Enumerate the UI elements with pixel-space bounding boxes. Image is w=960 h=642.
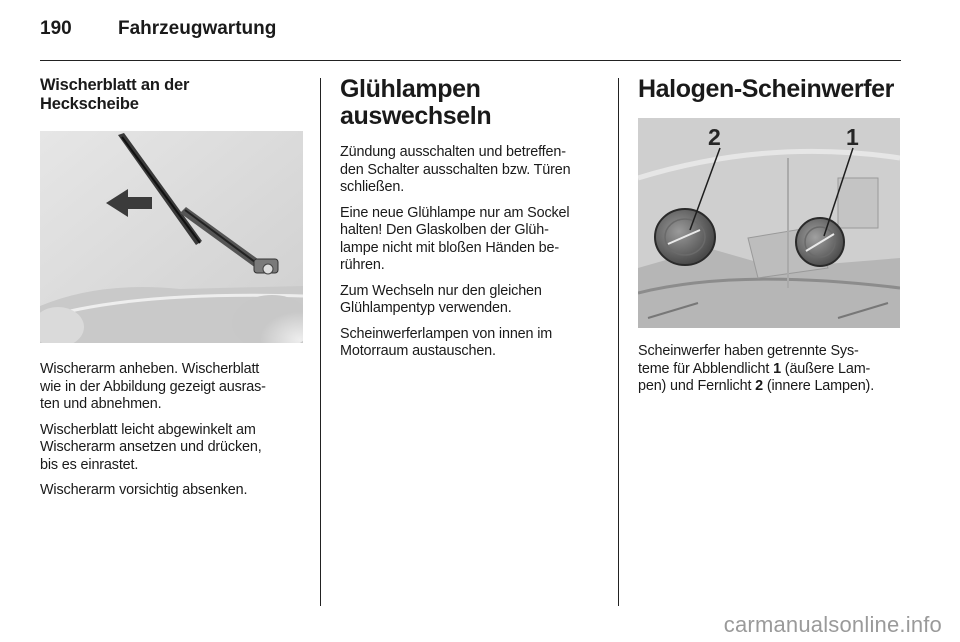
chapter-title: Fahrzeugwartung [118,18,277,39]
text-line: Wischerarm anheben. Wischerblatt [40,361,260,377]
text-line: ten und abnehmen. [40,396,162,412]
wiper-illustration [40,131,303,343]
text-segment: pen) und Fernlicht [638,378,756,394]
section-heading-bulbs [340,76,606,130]
heading-line: Wischerblatt an der [40,76,190,94]
text-line: Zum Wechseln nur den gleichen [340,282,542,299]
paragraph [40,422,304,475]
paragraph [340,144,606,197]
column-halogen-headlamp [638,76,902,404]
text-line: Wischerarm ansetzen und drücken, [40,439,262,455]
column-divider-1 [320,78,321,606]
text-line: bis es einrastet. [40,456,139,473]
callout-label-2: 2 [708,124,721,150]
paragraph [340,326,606,361]
text-line: lampe nicht mit bloßen Händen be- [340,239,560,256]
text-line: Motorraum austauschen. [340,343,496,359]
text-line: Wischerblatt leicht abgewinkelt am [40,421,256,438]
watermark: carmanualsonline.info [723,612,942,637]
section-heading-halogen: Halogen-Scheinwerfer [638,75,894,103]
paragraph [638,343,902,396]
heading-line: Glühlampen [340,75,481,103]
text-line: Wischerarm vorsichtig absenken. [40,482,248,498]
text-line: Glühlampentyp verwenden. [340,300,512,316]
paragraph [340,283,606,318]
heading-line: Heckscheibe [40,95,139,113]
column-divider-2 [618,78,619,606]
reference-number-1: 1 [773,360,781,377]
text-line: wie in der Abbildung gezeigt ausras- [40,378,266,395]
text-line [638,378,902,396]
page-number: 190 [40,18,72,39]
reference-number-2: 2 [755,378,763,394]
halogen-description [638,343,902,396]
paragraph [40,361,304,414]
text-line: den Schalter ausschalten bzw. Türen [340,161,571,178]
text-line: Scheinwerfer haben getrennte Sys- [638,343,859,359]
text-line: halten! Den Glaskolben der Glüh- [340,222,549,238]
wiper-instructions [40,361,304,500]
text-line: Eine neue Glühlampe nur am Sockel [340,204,570,221]
text-segment: (äußere Lam- [780,360,871,377]
text-segment: teme für Abblendlicht [638,360,774,377]
paragraph [40,482,304,500]
text-line [638,361,902,379]
header-divider [40,60,901,61]
column-wiper-blade [40,76,304,508]
callout-label-1: 1 [846,124,859,150]
column-bulb-replacement [340,76,606,369]
text-line: Scheinwerferlampen von innen im [340,325,553,342]
heading-line: auswechseln [340,102,492,130]
headlamp-illustration [638,118,900,328]
text-line: schließen. [340,179,405,195]
bulb-instructions [340,144,606,361]
text-line: rühren. [340,257,385,273]
text-line: Zündung ausschalten und betreffen- [340,144,566,160]
paragraph [340,205,606,275]
section-heading-wiper [40,76,304,114]
page-header [40,18,900,46]
text-segment: (innere Lampen). [763,378,875,394]
